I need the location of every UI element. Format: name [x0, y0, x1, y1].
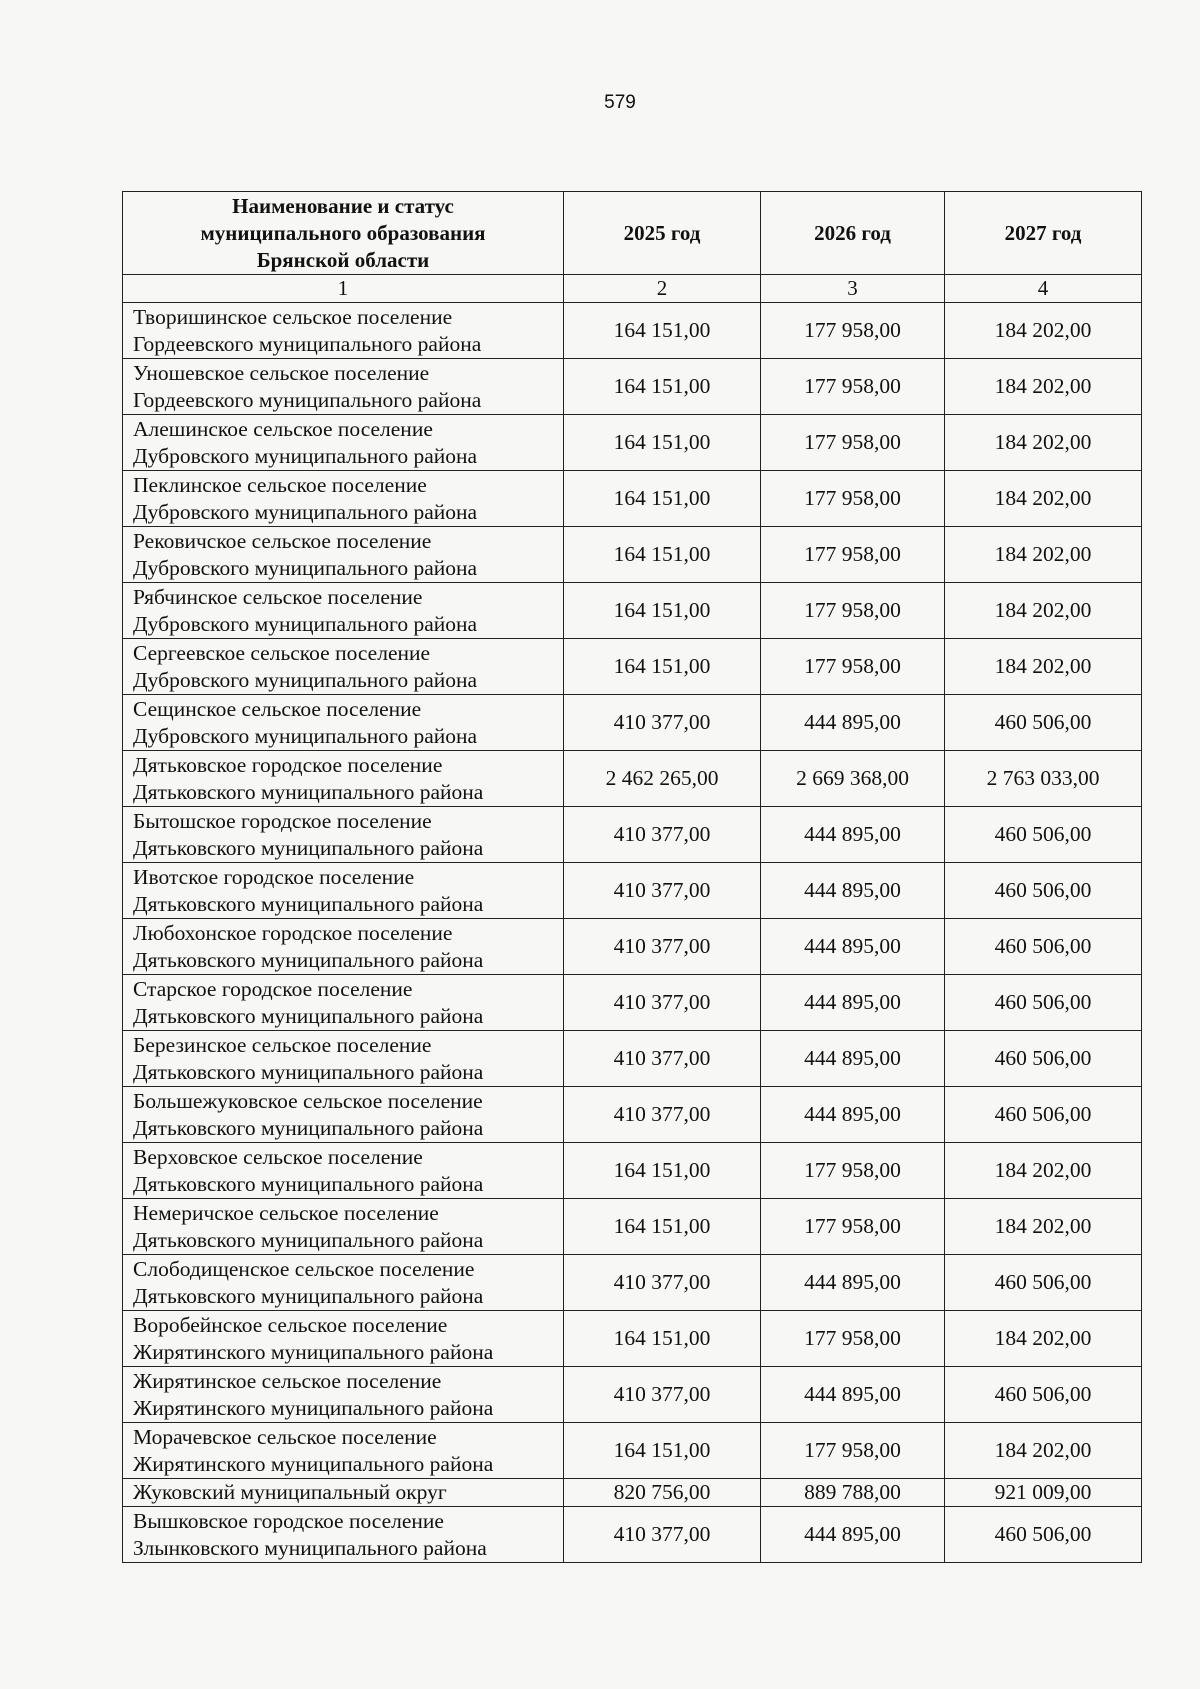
value-2027-cell: 460 506,00: [945, 1087, 1142, 1143]
value-2027-cell: 460 506,00: [945, 975, 1142, 1031]
municipality-name-cell: Ивотское городское поселение Дятьковского муниципального района: [123, 863, 564, 919]
table-row: [123, 1423, 1142, 1479]
value-2025-cell: 164 151,00: [564, 1199, 761, 1255]
municipality-name-cell: Уношевское сельское поселение Гордеевского муниципального района: [123, 359, 564, 415]
value-2026-cell: 444 895,00: [761, 1367, 945, 1423]
value-2025-cell: 410 377,00: [564, 1255, 761, 1311]
value-2025-cell: 410 377,00: [564, 695, 761, 751]
value-2027-cell: 184 202,00: [945, 1199, 1142, 1255]
value-2026-cell: 177 958,00: [761, 639, 945, 695]
value-2026-cell: 177 958,00: [761, 1311, 945, 1367]
value-2027-cell: 460 506,00: [945, 1507, 1142, 1563]
value-2026-cell: 444 895,00: [761, 1255, 945, 1311]
municipality-name-cell: Сещинское сельское поселение Дубровского муниципального района: [123, 695, 564, 751]
value-2027-cell: 921 009,00: [945, 1479, 1142, 1507]
header-year-2027: 2027 год: [945, 192, 1142, 275]
table-row: [123, 1031, 1142, 1087]
header-row: [123, 192, 1142, 275]
municipality-name-cell: Немеричское сельское поселение Дятьковского муниципального района: [123, 1199, 564, 1255]
column-number: 1: [123, 275, 564, 303]
value-2027-cell: 184 202,00: [945, 1423, 1142, 1479]
table-row: [123, 975, 1142, 1031]
value-2025-cell: 410 377,00: [564, 807, 761, 863]
table-row: [123, 639, 1142, 695]
value-2026-cell: 444 895,00: [761, 863, 945, 919]
table-row: [123, 695, 1142, 751]
value-2026-cell: 177 958,00: [761, 1423, 945, 1479]
table-row: [123, 583, 1142, 639]
table-row: [123, 1479, 1142, 1507]
value-2026-cell: 177 958,00: [761, 471, 945, 527]
value-2025-cell: 164 151,00: [564, 415, 761, 471]
table-row: [123, 1143, 1142, 1199]
value-2026-cell: 177 958,00: [761, 527, 945, 583]
value-2027-cell: 460 506,00: [945, 863, 1142, 919]
table-row: [123, 751, 1142, 807]
value-2026-cell: 444 895,00: [761, 919, 945, 975]
municipality-name-cell: Творишинское сельское поселение Гордеевского муниципального района: [123, 303, 564, 359]
value-2027-cell: 460 506,00: [945, 1031, 1142, 1087]
value-2027-cell: 184 202,00: [945, 471, 1142, 527]
table-body: [123, 303, 1142, 1563]
value-2026-cell: 177 958,00: [761, 583, 945, 639]
municipality-name-cell: Жирятинское сельское поселение Жирятинского муниципального района: [123, 1367, 564, 1423]
municipality-name-cell: Любохонское городское поселение Дятьковского муниципального района: [123, 919, 564, 975]
value-2026-cell: 177 958,00: [761, 1143, 945, 1199]
value-2025-cell: 410 377,00: [564, 863, 761, 919]
municipality-name-cell: Жуковский муниципальный округ: [123, 1479, 564, 1507]
value-2027-cell: 184 202,00: [945, 1143, 1142, 1199]
value-2027-cell: 460 506,00: [945, 1367, 1142, 1423]
municipality-name-cell: Рековичское сельское поселение Дубровского муниципального района: [123, 527, 564, 583]
value-2025-cell: 164 151,00: [564, 1143, 761, 1199]
value-2026-cell: 444 895,00: [761, 695, 945, 751]
header-year-2026: 2026 год: [761, 192, 945, 275]
value-2026-cell: 177 958,00: [761, 303, 945, 359]
table-row: [123, 303, 1142, 359]
value-2027-cell: 460 506,00: [945, 919, 1142, 975]
value-2025-cell: 2 462 265,00: [564, 751, 761, 807]
value-2027-cell: 184 202,00: [945, 1311, 1142, 1367]
table-row: [123, 1255, 1142, 1311]
value-2025-cell: 164 151,00: [564, 1423, 761, 1479]
table-row: [123, 1311, 1142, 1367]
table-row: [123, 1367, 1142, 1423]
table-row: [123, 807, 1142, 863]
value-2025-cell: 410 377,00: [564, 1367, 761, 1423]
value-2026-cell: 444 895,00: [761, 1507, 945, 1563]
value-2025-cell: 164 151,00: [564, 583, 761, 639]
value-2027-cell: 184 202,00: [945, 415, 1142, 471]
column-number: 3: [761, 275, 945, 303]
value-2025-cell: 164 151,00: [564, 303, 761, 359]
value-2025-cell: 410 377,00: [564, 1031, 761, 1087]
value-2026-cell: 889 788,00: [761, 1479, 945, 1507]
municipality-name-cell: Рябчинское сельское поселение Дубровского муниципального района: [123, 583, 564, 639]
municipality-name-cell: Воробейнское сельское поселение Жирятинского муниципального района: [123, 1311, 564, 1367]
table-row: [123, 1199, 1142, 1255]
municipality-name-cell: Пеклинское сельское поселение Дубровского муниципального района: [123, 471, 564, 527]
value-2027-cell: 184 202,00: [945, 303, 1142, 359]
value-2027-cell: 184 202,00: [945, 527, 1142, 583]
value-2027-cell: 460 506,00: [945, 807, 1142, 863]
municipality-name-cell: Большежуковское сельское поселение Дятьковского муниципального района: [123, 1087, 564, 1143]
municipality-name-cell: Алешинское сельское поселение Дубровского муниципального района: [123, 415, 564, 471]
header-year-2025: 2025 год: [564, 192, 761, 275]
municipality-name-cell: Бытошское городское поселение Дятьковского муниципального района: [123, 807, 564, 863]
municipality-name-cell: Березинское сельское поселение Дятьковского муниципального района: [123, 1031, 564, 1087]
header-municipality: Наименование и статус муниципального образования Брянской области: [123, 192, 564, 275]
table-row: [123, 415, 1142, 471]
column-number: 4: [945, 275, 1142, 303]
table-row: [123, 863, 1142, 919]
value-2027-cell: 460 506,00: [945, 1255, 1142, 1311]
value-2026-cell: 177 958,00: [761, 415, 945, 471]
value-2025-cell: 410 377,00: [564, 1087, 761, 1143]
value-2025-cell: 410 377,00: [564, 919, 761, 975]
municipality-name-cell: Верховское сельское поселение Дятьковского муниципального района: [123, 1143, 564, 1199]
table-row: [123, 471, 1142, 527]
value-2025-cell: 164 151,00: [564, 527, 761, 583]
value-2025-cell: 410 377,00: [564, 1507, 761, 1563]
table-row: [123, 527, 1142, 583]
value-2025-cell: 820 756,00: [564, 1479, 761, 1507]
value-2025-cell: 164 151,00: [564, 639, 761, 695]
table-row: [123, 1087, 1142, 1143]
municipality-name-cell: Сергеевское сельское поселение Дубровского муниципального района: [123, 639, 564, 695]
column-number: 2: [564, 275, 761, 303]
value-2027-cell: 460 506,00: [945, 695, 1142, 751]
value-2026-cell: 444 895,00: [761, 1087, 945, 1143]
value-2026-cell: 2 669 368,00: [761, 751, 945, 807]
value-2027-cell: 184 202,00: [945, 359, 1142, 415]
municipality-name-cell: Морачевское сельское поселение Жирятинского муниципального района: [123, 1423, 564, 1479]
value-2027-cell: 2 763 033,00: [945, 751, 1142, 807]
table-row: [123, 359, 1142, 415]
municipality-name-cell: Дятьковское городское поселение Дятьковского муниципального района: [123, 751, 564, 807]
value-2025-cell: 164 151,00: [564, 1311, 761, 1367]
value-2026-cell: 444 895,00: [761, 1031, 945, 1087]
value-2026-cell: 177 958,00: [761, 1199, 945, 1255]
table-row: [123, 1507, 1142, 1563]
value-2026-cell: 444 895,00: [761, 807, 945, 863]
value-2025-cell: 164 151,00: [564, 359, 761, 415]
municipality-name-cell: Слободищенское сельское поселение Дятьковского муниципального района: [123, 1255, 564, 1311]
municipality-name-cell: Вышковское городское поселение Злынковского муниципального района: [123, 1507, 564, 1563]
value-2027-cell: 184 202,00: [945, 583, 1142, 639]
value-2026-cell: 177 958,00: [761, 359, 945, 415]
value-2025-cell: 410 377,00: [564, 975, 761, 1031]
value-2027-cell: 184 202,00: [945, 639, 1142, 695]
page-number: 579: [604, 92, 636, 113]
budget-table: [122, 191, 1142, 1563]
column-number-row: [123, 275, 1142, 303]
value-2026-cell: 444 895,00: [761, 975, 945, 1031]
table-row: [123, 919, 1142, 975]
value-2025-cell: 164 151,00: [564, 471, 761, 527]
municipality-name-cell: Старское городское поселение Дятьковского муниципального района: [123, 975, 564, 1031]
